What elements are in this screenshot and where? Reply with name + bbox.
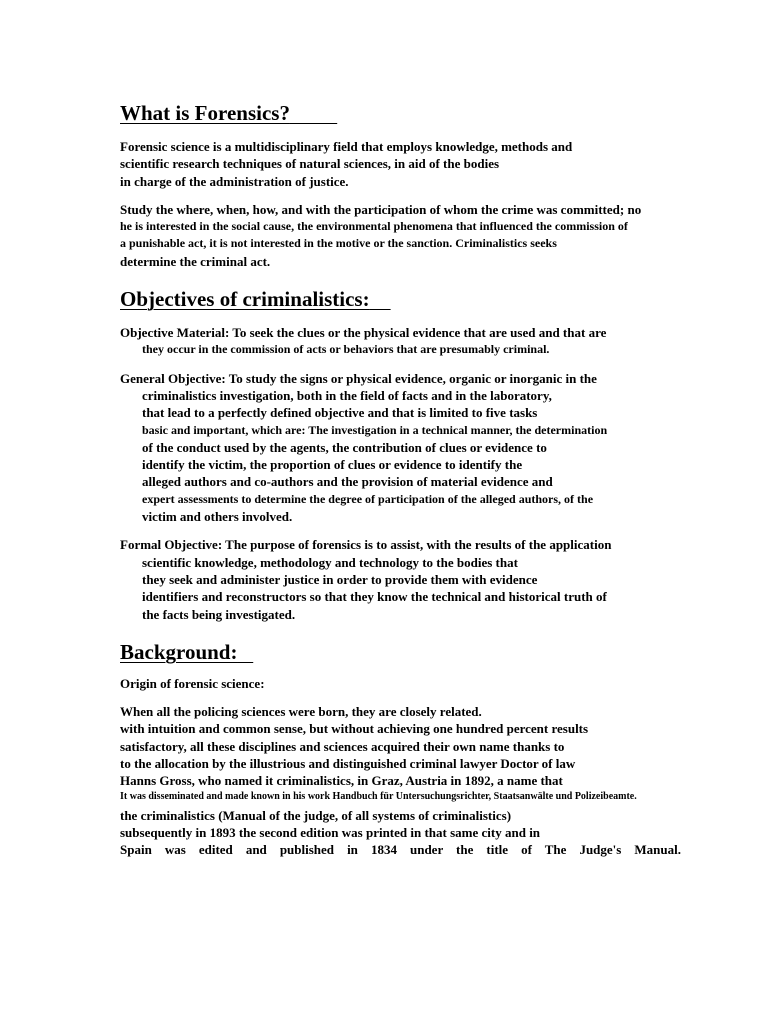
text-line: scientific research techniques of natural sciences, in aid of the bodies <box>120 156 500 172</box>
heading-objectives: Objectives of criminalistics: <box>120 287 370 312</box>
text-line: identifiers and reconstructors so that they know the technical and historical truth of <box>142 589 607 605</box>
text-line: scientific knowledge, methodology and technology to the bodies that <box>142 554 518 570</box>
text-line: identify the victim, the proportion of clues or evidence to identify the <box>142 457 523 473</box>
text-line: alleged authors and co-authors and the provision of material evidence and <box>142 474 553 490</box>
text-line: a punishable act, it is not interested in the motive or the sanction. Criminalistics seeks <box>120 236 557 251</box>
text-line: they seek and administer justice in order to provide them with evidence <box>142 571 538 587</box>
text-line: Study the where, when, how, and with the participation of whom the crime was committed; no <box>120 201 642 217</box>
text-line: of the conduct used by the agents, the contribution of clues or evidence to <box>142 439 547 455</box>
text-line: the criminalistics (Manual of the judge, of all systems of criminalistics) <box>120 807 512 823</box>
text-line: Formal Objective: The purpose of forensics is to assist, with the results of the application <box>120 537 612 553</box>
heading-what-is-forensics: What is Forensics? <box>120 101 290 125</box>
text-line: he is interested in the social cause, the environmental phenomena that influenced the commission of <box>120 219 628 234</box>
text-line: General Objective: To study the signs or physical evidence, organic or inorganic in the <box>120 370 597 386</box>
text-line: determine the criminal act. <box>120 253 271 269</box>
text-line: in charge of the administration of justice. <box>120 173 349 189</box>
subheading-origin <box>120 675 682 692</box>
text-line: the facts being investigated. <box>142 606 296 622</box>
paragraph-formal-objective <box>120 536 682 622</box>
text-line: they occur in the commission of acts or behaviors that are presumably criminal. <box>142 342 550 357</box>
text-line: victim and others involved. <box>142 509 293 525</box>
heading-background: Background: <box>120 639 238 664</box>
paragraph-general-objective <box>120 370 682 526</box>
text-line: to the allocation by the illustrious and distinguished criminal lawyer Doctor of law <box>120 756 576 772</box>
paragraph-study <box>120 201 682 270</box>
text-line-small: It was disseminated and made known in his work Handbuch für Untersuchungsrichter, Staatsanwälte und Polizeibeamte. <box>120 790 637 802</box>
text-line: criminalistics investigation, both in the field of facts and in the laboratory, <box>142 387 552 403</box>
text-line-justified: Spain was edited and published in 1834 under the title of The Judge's Manual. <box>120 842 681 858</box>
text-line: When all the policing sciences were born, they are closely related. <box>120 704 482 720</box>
text-line: Hanns Gross, who named it criminalistics, in Graz, Austria in 1892, a name that <box>120 773 563 789</box>
text-line: basic and important, which are: The investigation in a technical manner, the determination <box>142 422 608 437</box>
paragraph-definition <box>120 138 682 190</box>
text-line: satisfactory, all these disciplines and sciences acquired their own name thanks to <box>120 738 565 754</box>
text-line: that lead to a perfectly defined objective and that is limited to five tasks <box>142 405 538 421</box>
paragraph-origin <box>120 703 682 858</box>
paragraph-objective-material <box>120 324 682 359</box>
text-line: subsequently in 1893 the second edition was printed in that same city and in <box>120 824 541 840</box>
text-line: with intuition and common sense, but without achieving one hundred percent results <box>120 721 589 737</box>
text-line: expert assessments to determine the degree of participation of the alleged authors, of the <box>142 491 594 506</box>
text-line: Origin of forensic science: <box>120 675 265 691</box>
document-page <box>120 96 682 859</box>
text-line: Objective Material: To seek the clues or the physical evidence that are used and that are <box>120 325 607 341</box>
text-line: Forensic science is a multidisciplinary field that employs knowledge, methods and <box>120 139 573 154</box>
